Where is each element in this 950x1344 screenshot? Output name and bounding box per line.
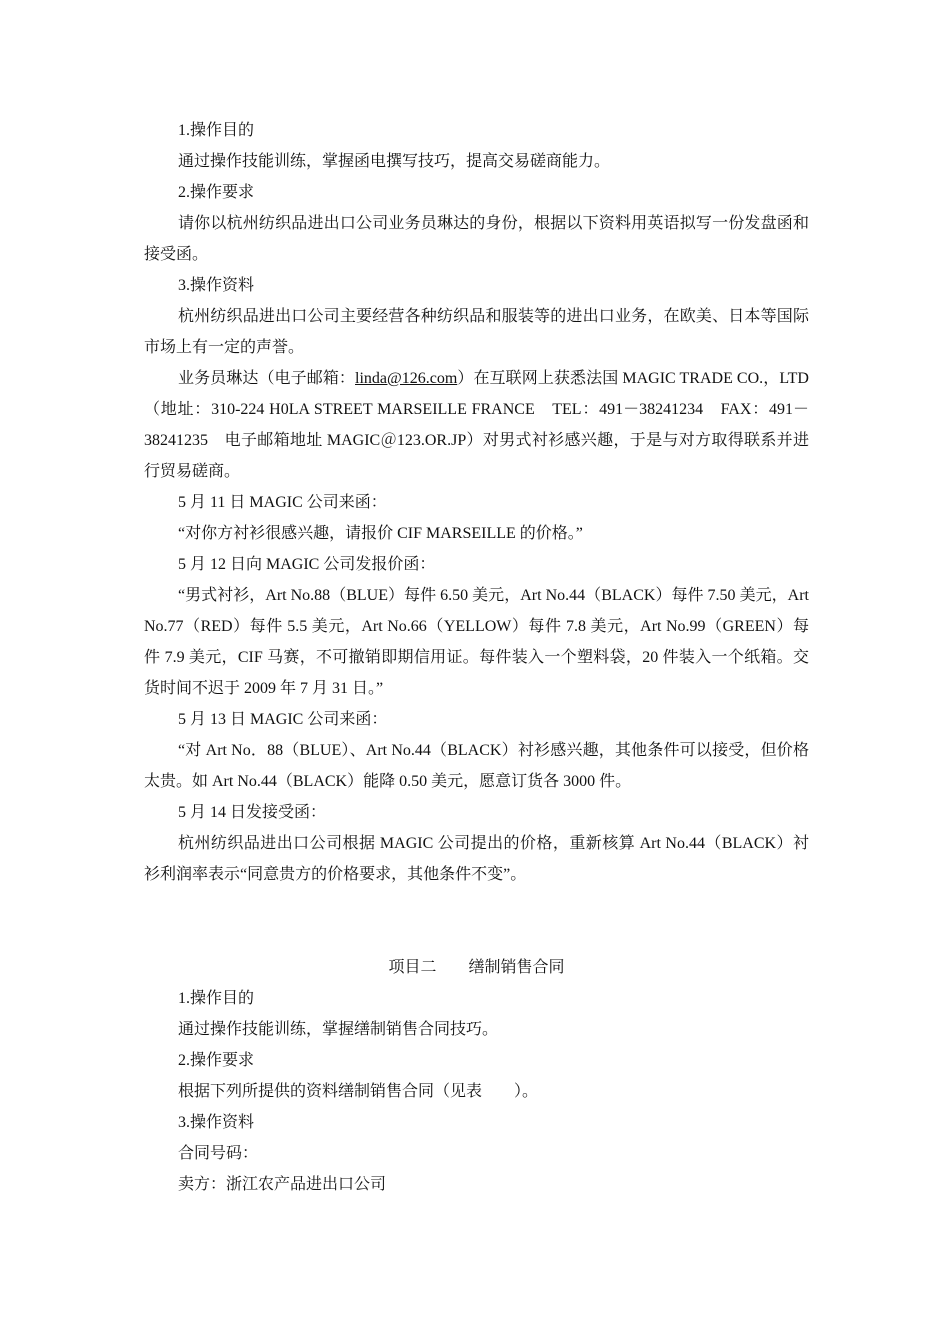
company-intro: 杭州纺织品进出口公司主要经营各种纺织品和服装等的进出口业务，在欧美、日本等国际市场上有一定的声誉。 xyxy=(144,308,809,356)
may12-text: “男式衬衫，Art No.88（BLUE）每件 6.50 美元，Art No.44（BLACK）每件 7.50 美元，Art No.77（RED）每件 5.5 美元，Art No.66（YELLOW）每件 7.8 美元，Art No.99（GREEN）每件 7.9 美元，CIF 马赛，不可撤销即期信用证。每件装入一个塑料袋，20 件装入一个纸箱。交货时间不迟于 2009 年 7 月 31 日。” xyxy=(144,587,809,697)
may12-heading: 5 月 12 日向 MAGIC 公司发报价函： xyxy=(178,556,436,573)
contact-paragraph xyxy=(144,363,809,487)
may11-text: “对你方衬衫很感兴趣，请报价 CIF MARSEILLE 的价格。” xyxy=(178,525,583,542)
may14-heading: 5 月 14 日发接受函： xyxy=(178,804,327,821)
may13-heading: 5 月 13 日 MAGIC 公司来函： xyxy=(178,711,388,728)
contact-post: ）在互联网上获悉法国 MAGIC TRADE CO.，LTD（地址：310-224 H0LA STREET MARSEILLE FRANCE TEL：491－38241234 FAX：491－38241235 电子邮箱地址 MAGIC＠123.OR.JP）对男式衬衫感兴趣，于是与对方取得联系并进行贸易磋商。 xyxy=(144,370,809,480)
purpose-heading: 1.操作目的 xyxy=(178,122,255,139)
may14-text: 杭州纺织品进出口公司根据 MAGIC 公司提出的价格，重新核算 Art No.44（BLACK）衬衫利润率表示“同意贵方的价格要求，其他条件不变”。 xyxy=(144,835,809,883)
project-two-purpose-heading: 1.操作目的 xyxy=(178,990,255,1007)
requirement-text: 请你以杭州纺织品进出口公司业务员琳达的身份，根据以下资料用英语拟写一份发盘函和接受函。 xyxy=(144,215,809,263)
project-two-requirement-heading: 2.操作要求 xyxy=(178,1052,255,1069)
document-body xyxy=(144,115,809,1200)
project-two-purpose-text: 通过操作技能训练，掌握缮制销售合同技巧。 xyxy=(178,1021,499,1038)
may11-heading: 5 月 11 日 MAGIC 公司来函： xyxy=(178,494,387,511)
email-link[interactable]: linda@126.com xyxy=(355,370,458,387)
contract-number: 合同号码： xyxy=(178,1145,259,1162)
may13-text: “对 Art No．88（BLUE）、Art No.44（BLACK）衬衫感兴趣，其他条件可以接受，但价格太贵。如 Art No.44（BLACK）能降 0.50 美元，愿意订货各 3000 件。 xyxy=(144,742,809,790)
data-heading: 3.操作资料 xyxy=(178,277,255,294)
contact-pre: 业务员琳达（电子邮箱： xyxy=(178,370,355,387)
project-two-title: 项目二 缮制销售合同 xyxy=(388,959,565,976)
section-gap xyxy=(144,890,809,952)
project-two-data-heading: 3.操作资料 xyxy=(178,1114,255,1131)
seller: 卖方：浙江农产品进出口公司 xyxy=(178,1176,387,1193)
purpose-text: 通过操作技能训练，掌握函电撰写技巧，提高交易磋商能力。 xyxy=(178,153,611,170)
project-two-requirement-text: 根据下列所提供的资料缮制销售合同（见表 ）。 xyxy=(178,1083,539,1100)
requirement-heading: 2.操作要求 xyxy=(178,184,255,201)
